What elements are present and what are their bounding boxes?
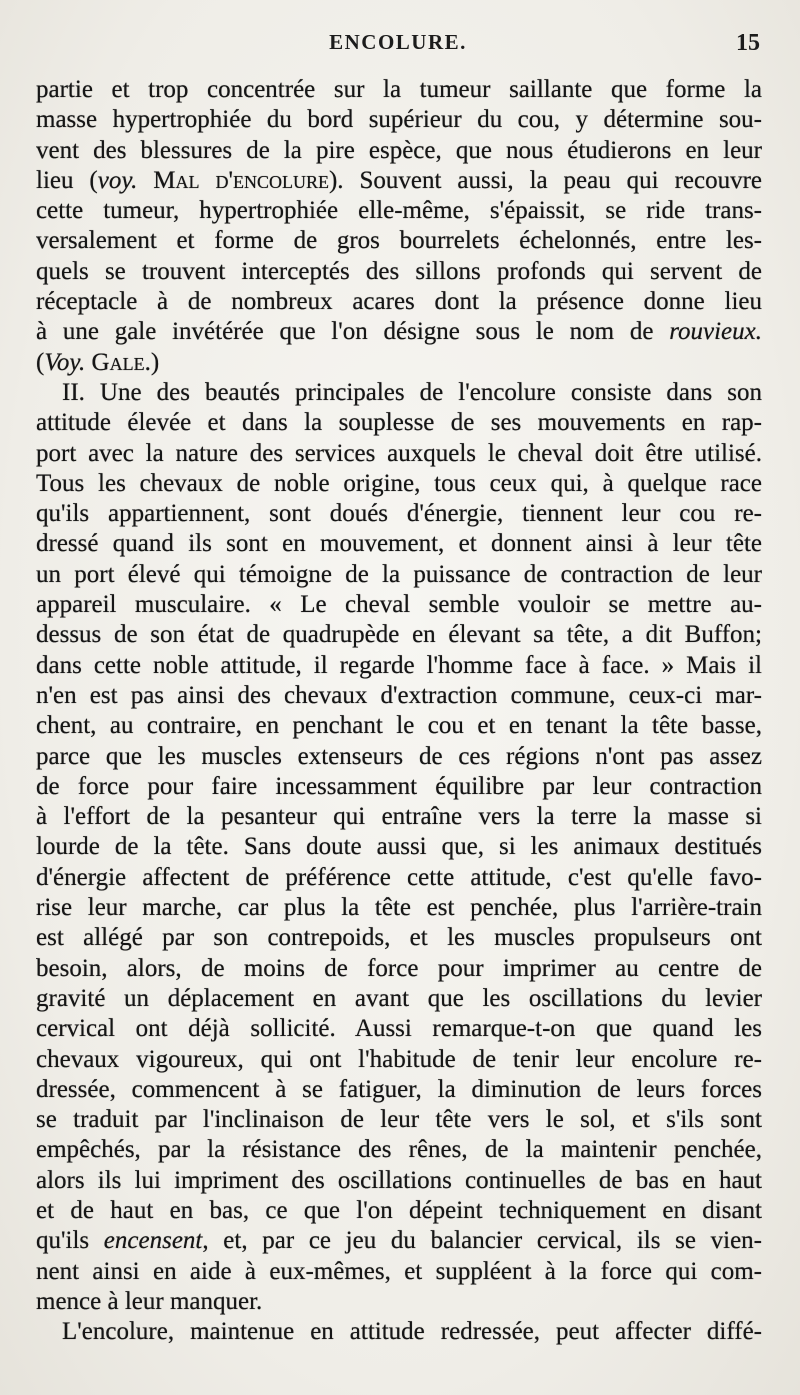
small-caps-text: Mal d'encolure: [153, 166, 329, 194]
text-line: masse hypertrophiée du bord supérieur du cou, y détermine sou-: [36, 106, 762, 134]
text-run: (: [36, 348, 45, 376]
text-line: gravité un déplacement en avant que les oscillations du levier: [36, 984, 762, 1012]
text-line: un port élevé qui témoigne de la puissance de contraction de leur: [36, 560, 762, 588]
text-line: [36, 317, 762, 347]
text-line: empêchés, par la résistance des rênes, de la maintenir penchée,: [36, 1136, 762, 1164]
page-number: 15: [736, 30, 760, 56]
text-run: qu'ils: [36, 1227, 104, 1255]
text-line: rise leur marche, car plus la tête est penchée, plus l'arrière-train: [36, 894, 762, 922]
text-run: .): [144, 348, 160, 376]
text-line: nent ainsi en aide à eux-mêmes, et suppléent à la force qui com-: [36, 1257, 762, 1285]
body-text: [36, 75, 762, 1347]
text-line: parce que les muscles extenseurs de ces régions n'ont pas assez: [36, 742, 762, 770]
text-line: L'encolure, maintenue en attitude redressée, peut affecter diffé-: [62, 1318, 762, 1346]
italic-text: voy.: [97, 166, 138, 194]
text-line: réceptacle à de nombreux acares dont la présence donne lieu: [36, 288, 762, 316]
text-line: quels se trouvent interceptés des sillons profonds qui servent de: [36, 257, 762, 285]
text-run: , et, par ce jeu du balancier cervical, ils se vien-: [202, 1227, 762, 1255]
text-line: se traduit par l'inclinaison de leur tête vers le sol, et s'ils sont: [36, 1106, 762, 1134]
text-run: lieu (: [36, 166, 98, 194]
text-line: [36, 1226, 762, 1256]
text-line: dressée, commencent à se fatiguer, la diminution de leurs forces: [36, 1075, 762, 1103]
text-line: port avec la nature des services auxquels le cheval doit être utilisé.: [36, 439, 762, 467]
small-caps-text: Gale: [91, 348, 145, 376]
running-title: ENCOLURE.: [329, 30, 467, 54]
text-line: chent, au contraire, en penchant le cou et en tenant la tête basse,: [36, 712, 762, 740]
text-line: lourde de la tête. Sans doute aussi que, si les animaux destitués: [36, 833, 762, 861]
text-line: [36, 348, 762, 378]
text-line: partie et trop concentrée sur la tumeur saillante que forme la: [36, 76, 762, 103]
text-line: cervical ont déjà sollicité. Aussi remarque-t-on que quand les: [36, 1015, 762, 1043]
text-line: mence à leur manquer.: [36, 1287, 263, 1315]
text-line: dressé quand ils sont en mouvement, et donnent ainsi à leur tête: [36, 530, 762, 558]
text-line: dessus de son état de quadrupède en élevant sa tête, a dit Buffon;: [36, 621, 762, 649]
italic-text: encensent: [103, 1227, 203, 1255]
text-line: et de haut en bas, ce que l'on dépeint techniquement en disant: [36, 1196, 762, 1224]
text-line: est allégé par son contrepoids, et les muscles propulseurs ont: [36, 924, 762, 952]
text-line: de force pour faire incessamment équilibre par leur contraction: [36, 772, 762, 800]
text-line: vent des blessures de la pire espèce, que nous étudierons en leur: [36, 136, 762, 164]
text-line: besoin, alors, de moins de force pour imprimer au centre de: [36, 954, 762, 982]
text-line: à l'effort de la pesanteur qui entraîne vers la terre la masse si: [36, 803, 762, 831]
text-run: [137, 167, 153, 194]
text-line: attitude élevée et dans la souplesse de ses mouvements en rap-: [36, 409, 762, 437]
running-header: [36, 30, 760, 60]
text-line: appareil musculaire. « Le cheval semble vouloir se mettre au-: [36, 591, 762, 619]
text-line: n'en est pas ainsi des chevaux d'extraction commune, ceux-ci mar-: [36, 681, 762, 709]
text-line: alors ils lui impriment des oscillations continuelles de bas en haut: [36, 1166, 762, 1194]
text-line: II. Une des beautés principales de l'encolure consiste dans son: [62, 378, 762, 406]
text-line: dans cette noble attitude, il regarde l'homme face à face. » Mais il: [36, 651, 762, 679]
text-line: qu'ils appartiennent, sont doués d'énergie, tiennent leur cou re-: [36, 500, 762, 528]
text-line: d'énergie affectent de préférence cette attitude, c'est qu'elle favo-: [36, 863, 762, 891]
text-line: chevaux vigoureux, qui ont l'habitude de tenir leur encolure re-: [36, 1045, 762, 1073]
text-line: cette tumeur, hypertrophiée elle-même, s'épaissit, se ride trans-: [36, 197, 762, 225]
text-line: versalement et forme de gros bourrelets échelonnés, entre les-: [36, 227, 762, 255]
text-run: ). Souvent aussi, la peau qui recouvre: [328, 166, 762, 194]
italic-text: Voy.: [44, 348, 86, 376]
text-run: à une gale invétérée que l'on désigne sous le nom de: [36, 318, 670, 346]
text-line: [36, 166, 762, 196]
italic-text: rouvieux.: [669, 318, 762, 346]
text-line: Tous les chevaux de noble origine, tous ceux qui, à quelque race: [36, 469, 762, 497]
